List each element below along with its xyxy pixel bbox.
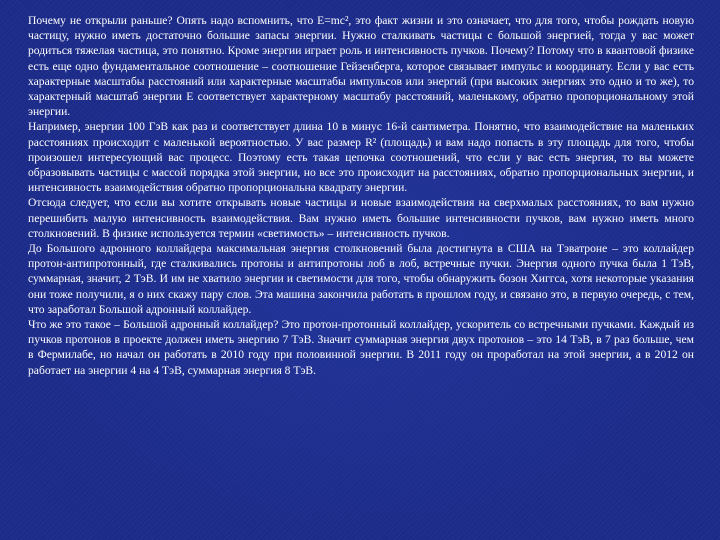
paragraph-4: До Большого адронного коллайдера максимальная энергия столкновений была достигнута в США на Тэватроне – это коллайдер протон-антипротонный, где сталкивались протоны и антипротоны лоб в лоб, встречные пучки. Энергия одного пучка была 1 ТэВ, суммарная, значит, 2 ТэВ. И им не хватило энергии и светимости для того, чтобы обнаружить бозон Хиггса, хотя некоторые указания они тоже получили, я о них скажу пару слов. Эта машина закончила работать в прошлом году, и связано это, в первую очередь, с тем, что заработал Большой адронный коллайдер.: [28, 242, 694, 316]
paragraph-5: Что же это такое – Большой адронный коллайдер? Это протон-протонный коллайдер, ускоритель со встречными пучками. Каждый из пучков протонов в проекте должен иметь энергию 7 ТэВ. Значит суммарная энергия двух протонов – это 14 ТэВ, в 7 раз больше, чем в Фермилабе, но начал он работать в 2010 году при половинной энергии. В 2011 году он проработал на этой энергии, а в 2012 он работает на энергии 4 на 4 ТэВ, суммарная энергия 8 ТэВ.: [28, 318, 694, 377]
paragraph-1: Почему не открыли раньше? Опять надо вспомнить, что E=mc², это факт жизни и это означает, что для того, чтобы рождать новую частицу, нужно иметь достаточно большие запасы энергии. Нужно сталкивать частицы с большой энергией, тогда у вас может родиться тяжелая частица, это понятно. Кроме энергии играет роль и интенсивность пучков. Почему? Потому что в квантовой физике есть еще одно фундаментальное соотношение – соотношение Гейзенберга, которое связывает импульс и координату. Если у вас есть характерные масштабы расстояний или характерные масштабы импульсов или энергий (при высоких энергиях это одно и то же), то характерный масштаб энергии E соответствует характерному масштабу расстояний, маленькому, обратно пропорциональному этой энергии.: [28, 14, 694, 119]
paragraph-3: Отсюда следует, что если вы хотите открывать новые частицы и новые взаимодействия на сверхмалых расстояниях, то вам нужно перешибить малую интенсивность взаимодействия. Вам нужно иметь большие интенсивности пучков, вам нужно иметь много столкновений. В физике используется термин «светимость» – интенсивность пучков.: [28, 196, 694, 240]
paragraph-2: Например, энергии 100 ГэВ как раз и соответствует длина 10 в минус 16-й сантиметра. Понятно, что взаимодействие на маленьких расстояниях происходит с маленькой вероятностью. У вас размер R² (площадь) и вам надо попасть в эту площадь для того, чтобы произошел интересующий вас процесс. Поэтому есть такая цепочка соотношений, что если у вас есть энергия, то вы можете образовывать частицы с массой порядка этой энергии, но все это происходит на расстояниях, обратно пропорциональных энергии, и интенсивность взаимодействия обратно пропорциональна квадрату энергии.: [28, 120, 694, 195]
body-text: [28, 13, 694, 378]
